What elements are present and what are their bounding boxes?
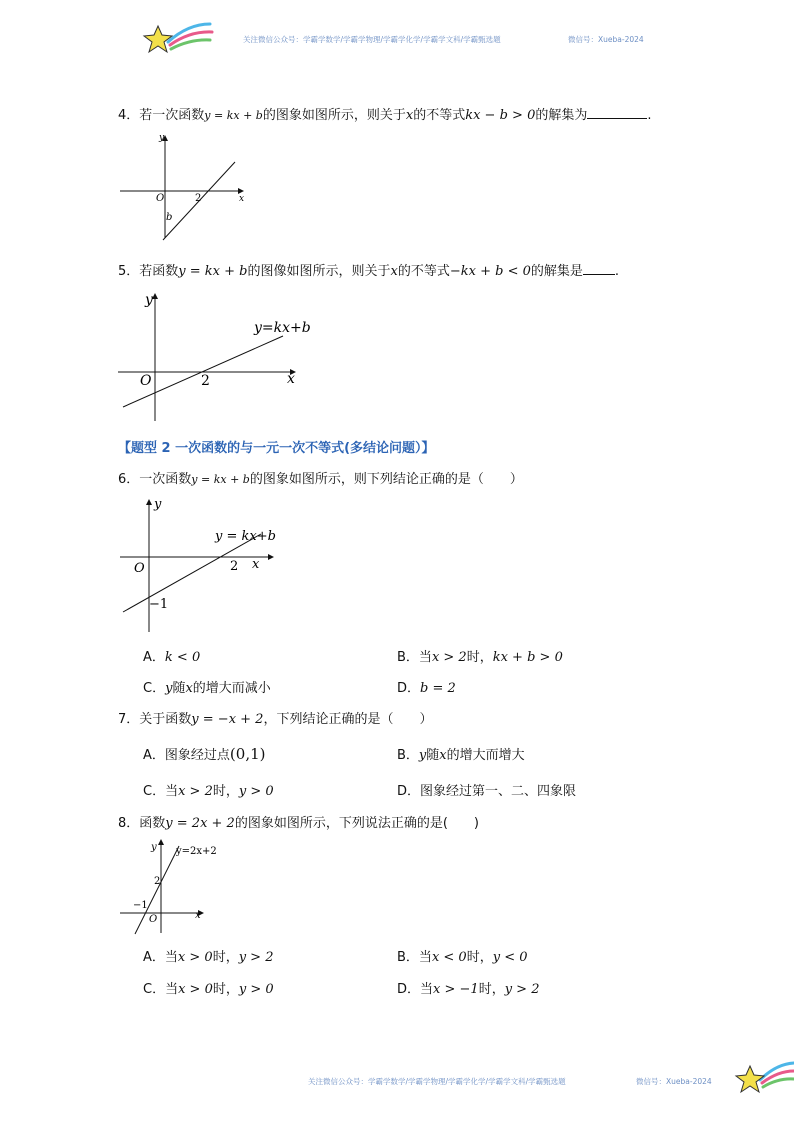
q6-option-d[interactable]: D．b = 2 xyxy=(397,681,456,696)
footer-wechat: 微信号：Xueba-2024 xyxy=(636,1077,712,1086)
footer-logo xyxy=(732,1056,794,1098)
y-intercept-label: 2 xyxy=(154,876,161,887)
x-axis-label: x xyxy=(195,910,201,921)
q8-option-b[interactable]: B．当x < 0时，y < 0 xyxy=(397,950,528,965)
y-intercept-label: b xyxy=(166,212,173,223)
question-4: 4．若一次函数y = kx + b的图象如图所示，则关于x的不等式kx − b > 0的解集为 . xyxy=(118,104,652,123)
x-axis-label: x xyxy=(239,194,245,204)
q7-option-d[interactable]: D．图象经过第一、二、四象限 xyxy=(397,784,577,799)
question-number: 4． xyxy=(118,108,140,123)
x-intercept-label: 2 xyxy=(195,193,202,204)
q5-graph xyxy=(115,288,311,423)
question-8: 8．函数y = 2x + 2的图象如图所示，下列说法正确的是( ) xyxy=(118,816,479,831)
footer-text: 关注微信公众号：学霸学数学/学霸学物理/学霸学化学/学霸学文科/学霸甄选题 xyxy=(308,1077,566,1086)
origin-label: O xyxy=(140,373,152,389)
q8-graph xyxy=(115,836,215,936)
y-axis-label: y xyxy=(159,133,165,143)
line-label: y=kx+b xyxy=(254,320,311,336)
answer-blank xyxy=(587,105,647,119)
shooting-star-icon xyxy=(140,18,215,60)
y-axis-label: y xyxy=(151,842,157,853)
q7-option-c[interactable]: C．当x > 2时，y > 0 xyxy=(143,784,274,799)
q6-option-b[interactable]: B．当x > 2时，kx + b > 0 xyxy=(397,650,563,665)
x-intercept-label: 2 xyxy=(201,373,210,389)
origin-label: O xyxy=(134,561,145,576)
question-7: 7．关于函数y = −x + 2，下列结论正确的是（ ） xyxy=(118,712,433,727)
y-axis-label: y xyxy=(154,497,162,512)
x-intercept-label: −1 xyxy=(133,900,148,911)
header-logo xyxy=(140,18,215,60)
q7-option-b[interactable]: B．y随x的增大而增大 xyxy=(397,748,525,763)
header-wechat: 微信号：Xueba-2024 xyxy=(568,35,644,44)
q6-option-c[interactable]: C．y随x的增大而减小 xyxy=(143,681,271,696)
question-number: 5． xyxy=(118,264,140,279)
question-number: 6． xyxy=(118,472,140,487)
q7-option-a[interactable]: A．图象经过点(0,1) xyxy=(143,745,266,763)
question-5: 5．若函数y = kx + b的图像如图所示，则关于x的不等式−kx + b < 0的解集是 . xyxy=(118,260,619,279)
section-title: 【题型 2 一次函数的与一元一次不等式(多结论问题）】 xyxy=(118,441,435,456)
origin-label: O xyxy=(156,193,165,204)
x-axis-label: x xyxy=(287,371,295,387)
q8-option-d[interactable]: D．当x > −1时，y > 2 xyxy=(397,982,540,997)
q6-graph xyxy=(115,494,280,634)
x-axis-label: x xyxy=(252,557,260,572)
question-number: 8． xyxy=(118,816,140,831)
shooting-star-icon xyxy=(732,1056,794,1098)
header-text: 关注微信公众号：学霸学数学/学霸学物理/学霸学化学/学霸学文科/学霸甄选题 xyxy=(243,35,501,44)
q4-graph xyxy=(115,128,255,243)
x-intercept-label: 2 xyxy=(230,559,239,574)
line-label: y = kx+b xyxy=(215,529,276,544)
q8-option-c[interactable]: C．当x > 0时，y > 0 xyxy=(143,982,274,997)
y-axis-label: y xyxy=(145,292,153,308)
origin-label: O xyxy=(149,914,158,925)
question-6: 6．一次函数y = kx + b的图象如图所示，则下列结论正确的是（ ） xyxy=(118,472,523,487)
y-intercept-label: −1 xyxy=(149,597,169,612)
q8-option-a[interactable]: A．当x > 0时，y > 2 xyxy=(143,950,274,965)
q6-option-a[interactable]: A．k < 0 xyxy=(143,650,201,665)
question-number: 7． xyxy=(118,712,140,727)
answer-blank xyxy=(583,261,615,275)
line-label: y=2x+2 xyxy=(176,846,217,857)
